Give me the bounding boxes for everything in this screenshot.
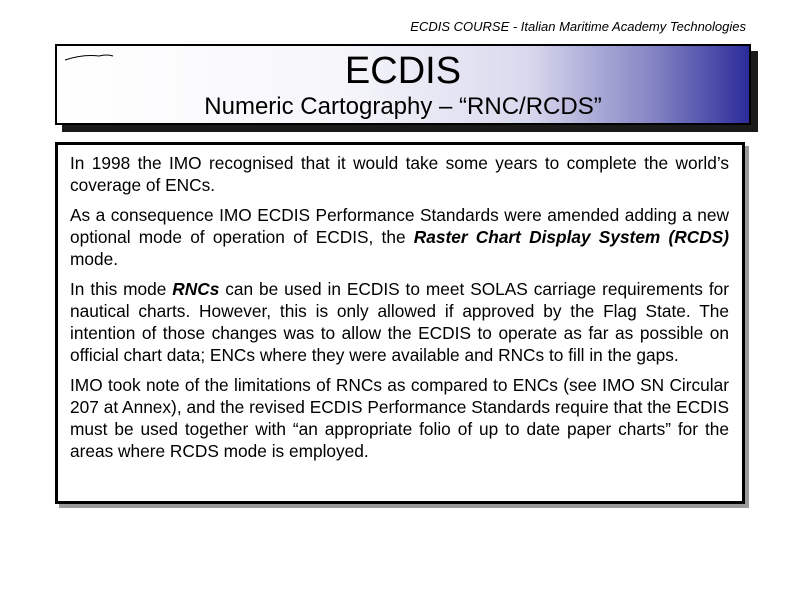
slide-subtitle: Numeric Cartography – “RNC/RCDS” [204,93,602,120]
title-banner [55,44,751,125]
rcds-emphasis: Raster Chart Display System (RCDS) [413,227,729,247]
slide-title: ECDIS [344,50,462,92]
paragraph-2-text: As a consequence IMO ECDIS Performance Standards were amended adding a new optional mode of operation of ECDIS, the [70,205,729,247]
content-box [55,142,745,504]
paragraph-3-text: In this mode [70,279,173,299]
rncs-emphasis: RNCs [172,279,220,299]
paragraph-1: In 1998 the IMO recognised that it would take some years to complete the world’s coverage of ENCs. [70,153,729,195]
paragraph-2 [70,204,729,270]
course-header: ECDIS COURSE - Italian Maritime Academy Technologies [410,19,746,34]
paragraph-3-tail: can be used in ECDIS to meet SOLAS carriage requirements for nautical charts. However, this is only allowed if approved by the Flag State. The intention of those changes was to allow the ECDIS to operate as far as possible on official chart data; ENCs where they were available and RNCs to fill in the gaps. [70,279,729,365]
paragraph-2-tail: mode. [70,249,119,269]
paragraph-3 [70,278,729,366]
paragraph-4: IMO took note of the limitations of RNCs as compared to ENCs (see IMO SN Circular 207 at Annex), and the revised ECDIS Performance Standards require that the ECDIS must be used together with “an appropriate folio of up to date paper charts” for the areas where RCDS mode is employed. [70,375,729,461]
